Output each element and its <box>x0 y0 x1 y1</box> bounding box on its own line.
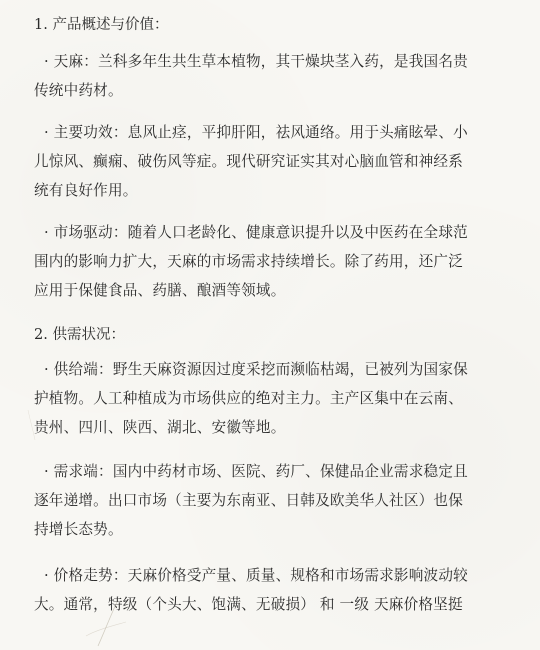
overview-item-market-line-1: · 市场驱动：随着人口老龄化、健康意识提升以及中医药在全球范 <box>44 224 468 241</box>
supply-item-demand-line-3: 持增长态势。 <box>34 521 123 538</box>
supply-item-supply-line-3: 贵州、四川、陕西、湖北、安徽等地。 <box>34 419 286 436</box>
supply-item-demand-line-2: 逐年递增。出口市场（主要为东南亚、日韩及欧美华人社区）也保 <box>34 492 464 509</box>
overview-item-market-line-3: 应用于保健食品、药膳、酿酒等领域。 <box>34 282 286 299</box>
overview-item-gastrodia-line-2: 传统中药材。 <box>34 82 123 99</box>
supply-item-supply-line-1: · 供给端：野生天麻资源因过度采挖而濒临枯竭，已被列为国家保 <box>44 361 468 378</box>
overview-item-market-line-2: 围内的影响力扩大，天麻的市场需求持续增长。除了药用，还广泛 <box>34 253 464 270</box>
supply-item-price-line-2: 大。通常，特级（个头大、饱满、无破损） 和 一级 天麻价格坚挺 <box>34 596 463 613</box>
overview-item-gastrodia-line-1: · 天麻：兰科多年生共生草本植物，其干燥块茎入药，是我国名贵 <box>44 53 468 70</box>
section-heading-supply-demand: 2. 供需状况： <box>34 327 125 343</box>
supply-item-demand-line-1: · 需求端：国内中药材市场、医院、药厂、保健品企业需求稳定且 <box>44 463 468 480</box>
supply-item-price-line-1: · 价格走势：天麻价格受产量、质量、规格和市场需求影响波动较 <box>44 567 468 584</box>
section-heading-overview: 1. 产品概述与价值： <box>34 17 169 33</box>
overview-item-effects-line-3: 统有良好作用。 <box>34 182 138 199</box>
supply-item-supply-line-2: 护植物。人工种植成为市场供应的绝对主力。主产区集中在云南、 <box>34 390 464 407</box>
overview-item-effects-line-2: 儿惊风、癫痫、破伤风等症。现代研究证实其对心脑血管和神经系 <box>34 153 464 170</box>
overview-item-effects-line-1: · 主要功效：息风止痉，平抑肝阳，祛风通络。用于头痛眩晕、小 <box>44 124 468 141</box>
